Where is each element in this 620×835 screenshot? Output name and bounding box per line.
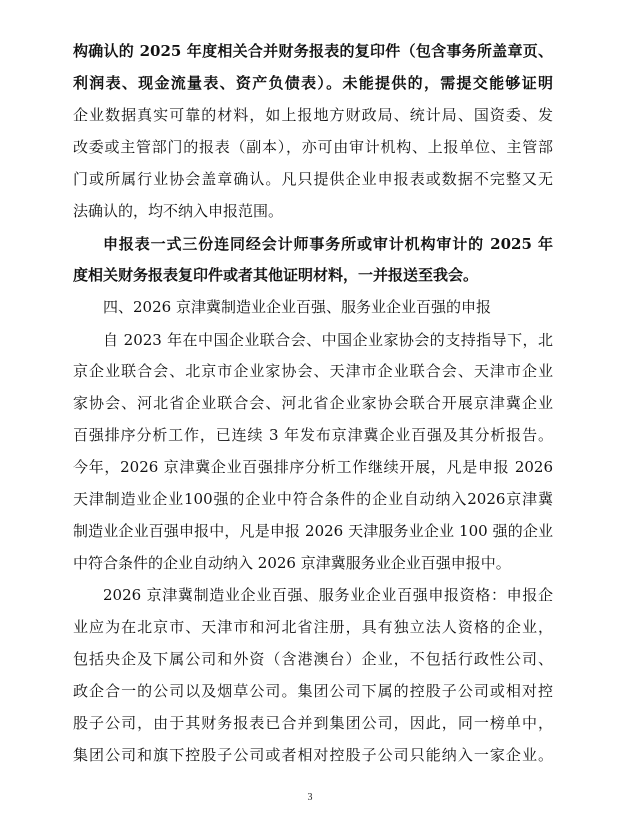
text-line: 包括央企及下属公司和外资（含港澳台）企业，不包括行政性公司、 [73, 650, 553, 668]
text-line: 中符合条件的企业自动纳入 2026 京津冀服务业企业百强申报中。 [73, 554, 511, 572]
text-line: 业应为在北京市、天津市和河北省注册，具有独立法人资格的企业， [73, 618, 553, 636]
text-line: 度相关财务报表复印件或者其他证明材料，一并报送至我会。 [73, 266, 479, 284]
text-line: 法确认的，均不纳入申报范围。 [73, 202, 284, 220]
text-line: 门或所属行业协会盖章确认。凡只提供企业申报表或数据不完整又无 [73, 170, 553, 188]
text-line: 制造业企业百强申报中，凡是申报 2026 天津服务业企业 100 强的企业 [73, 522, 553, 540]
text-line: 天津制造业企业100强的企业中符合条件的企业自动纳入2026京津冀 [73, 490, 553, 508]
text-line: 企业数据真实可靠的材料，如上报地方财政局、统计局、国资委、发 [73, 106, 553, 124]
text-line: 集团公司和旗下控股子公司或者相对控股子公司只能纳入一家企业。 [73, 746, 553, 764]
text-line: 2026 京津冀制造业企业百强、服务业企业百强申报资格：申报企 [103, 586, 553, 604]
text-line: 申报表一式三份连同经会计师事务所或审计机构审计的 2025 年 [103, 235, 553, 253]
text-line: 改委或主管部门的报表（副本），亦可由审计机构、上报单位、主管部 [73, 138, 553, 156]
text-line: 京企业联合会、北京市企业家协会、天津市企业联合会、天津市企业 [73, 362, 553, 380]
text-line: 政企合一的公司以及烟草公司。集团公司下属的控股子公司或相对控 [73, 682, 553, 700]
text-line: 股子公司，由于其财务报表已合并到集团公司，因此，同一榜单中， [73, 714, 553, 732]
text-line: 家协会、河北省企业联合会、河北省企业家协会联合开展京津冀企业 [73, 394, 553, 412]
text-line: 构确认的 2025 年度相关合并财务报表的复印件（包含事务所盖章页、 [73, 42, 553, 60]
page-number: 3 [307, 792, 313, 803]
text-line: 利润表、现金流量表、资产负债表）。未能提供的，需提交能够证明 [73, 74, 553, 92]
section-heading: 四、2026 京津冀制造业企业百强、服务业企业百强的申报 [103, 298, 491, 316]
text-line: 百强排序分析工作，已连续 3 年发布京津冀企业百强及其分析报告。 [73, 426, 553, 444]
text-line: 自 2023 年在中国企业联合会、中国企业家协会的支持指导下，北 [103, 331, 553, 349]
text-line: 今年，2026 京津冀企业百强排序分析工作继续开展，凡是申报 2026 [73, 458, 553, 476]
